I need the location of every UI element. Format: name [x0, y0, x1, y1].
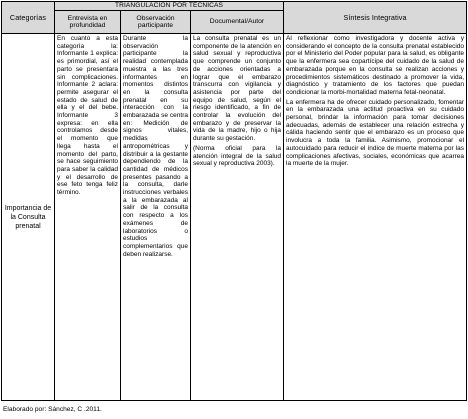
cell-categoria: [2, 34, 55, 401]
header-entrevista: Entrevista en profundidad: [55, 11, 121, 34]
observacion-text: Durante la observación participante la realidad contemplada muestra a las tres informantes en momentos distintos en la consulta prenatal en su interacción con la embarazada se centra en: Medición de signos vitales, medidas antropométricas y distribuir a la gestante dependiendo de la cantidad de médicos presentes pasando a la consulta, darle instrucciones verbales a la embarazada al salir de la consulta con respecto a los exámenes de laboratorios o estudios complementarios que deben realizarse.: [123, 35, 188, 258]
header-documental: Documental/Autor: [191, 11, 284, 34]
categoria-text: Importancia de la Consulta prenatal: [4, 205, 52, 230]
table-row: [2, 34, 467, 401]
documental-paragraph-2: (Norma oficial para la atención integral de la salud sexual y reproductiva 2003).: [193, 144, 282, 168]
header-observacion: Observación participante: [121, 11, 191, 34]
entrevista-text: En cuanto a esta categoría la: Informante 1 explica: es primordial, así el parto se presentara sin complicaciones. Informante 2 aclara: permite asegurar el estado de salud de ella y el del bebe. Informante 3 expresa: en ella controlamos desde el momento que llega hasta el momento del parto, se hace seguimiento para saber la calidad y el desarrollo de ese feto tenga feliz término.: [57, 35, 118, 197]
cell-entrevista: [55, 34, 121, 401]
header-triangulacion: TRIANGULACIÓN POR TÉCNICAS: [55, 2, 284, 11]
documental-block: [191, 34, 283, 168]
sintesis-paragraph-1: Al reflexionar como investigadora y docente activa y considerando el concepto de la consulta prenatal establecido por el Ministerio del Poder popular para la salud, es obligante que la enfermera sea copartícipe del cuidado de la salud de embarazada porque en la consulta se realizan acciones y procedimientos sistemáticos destinado a promover la vida, diagnóstico y tratamiento de los factores que puedan condicionar la morbi-mortalidad materna fetal-neonatal.: [286, 35, 465, 96]
cell-documental: [191, 34, 284, 401]
header-categorias: Categorías: [2, 2, 55, 34]
cell-sintesis: [284, 34, 467, 401]
header-sintesis: Síntesis Integrativa: [284, 2, 467, 34]
footer-credit: Elaborado por: Sánchez, C .2011.: [3, 406, 102, 413]
sintesis-paragraph-2: La enfermera ha de ofrecer cuidado personalizado, fomentar en la embarazada una actitud proactiva en su cuidado personal, brindar la información para tomar decisiones adecuadas, además de establecer una relación estrecha y cálida haciendo sentir que el embarazo es un proceso que involucra a toda la familia. Asimismo, promocionar el autocuidado para reducir el índice de muerte materna por las complicaciones afectivas, sociales, económicas que acarrea la muerte de la mujer.: [286, 98, 465, 168]
sintesis-block: [284, 34, 466, 168]
documental-paragraph-1: La consulta prenatal es un componente de la atención en salud sexual y reproductiva que comprende un conjunto de acciones orientadas a lograr que el embarazo transcurra con vigilancia y asistencia por parte del equipo de salud, según el riesgo identificado, a fin de controlar la evolución del embarazo y de preservar la vida de la madre, hijo o hija durante su gestación.: [193, 35, 282, 143]
cell-observacion: [121, 34, 191, 401]
group-header-row: [2, 2, 467, 11]
triangulation-table: [1, 1, 467, 401]
